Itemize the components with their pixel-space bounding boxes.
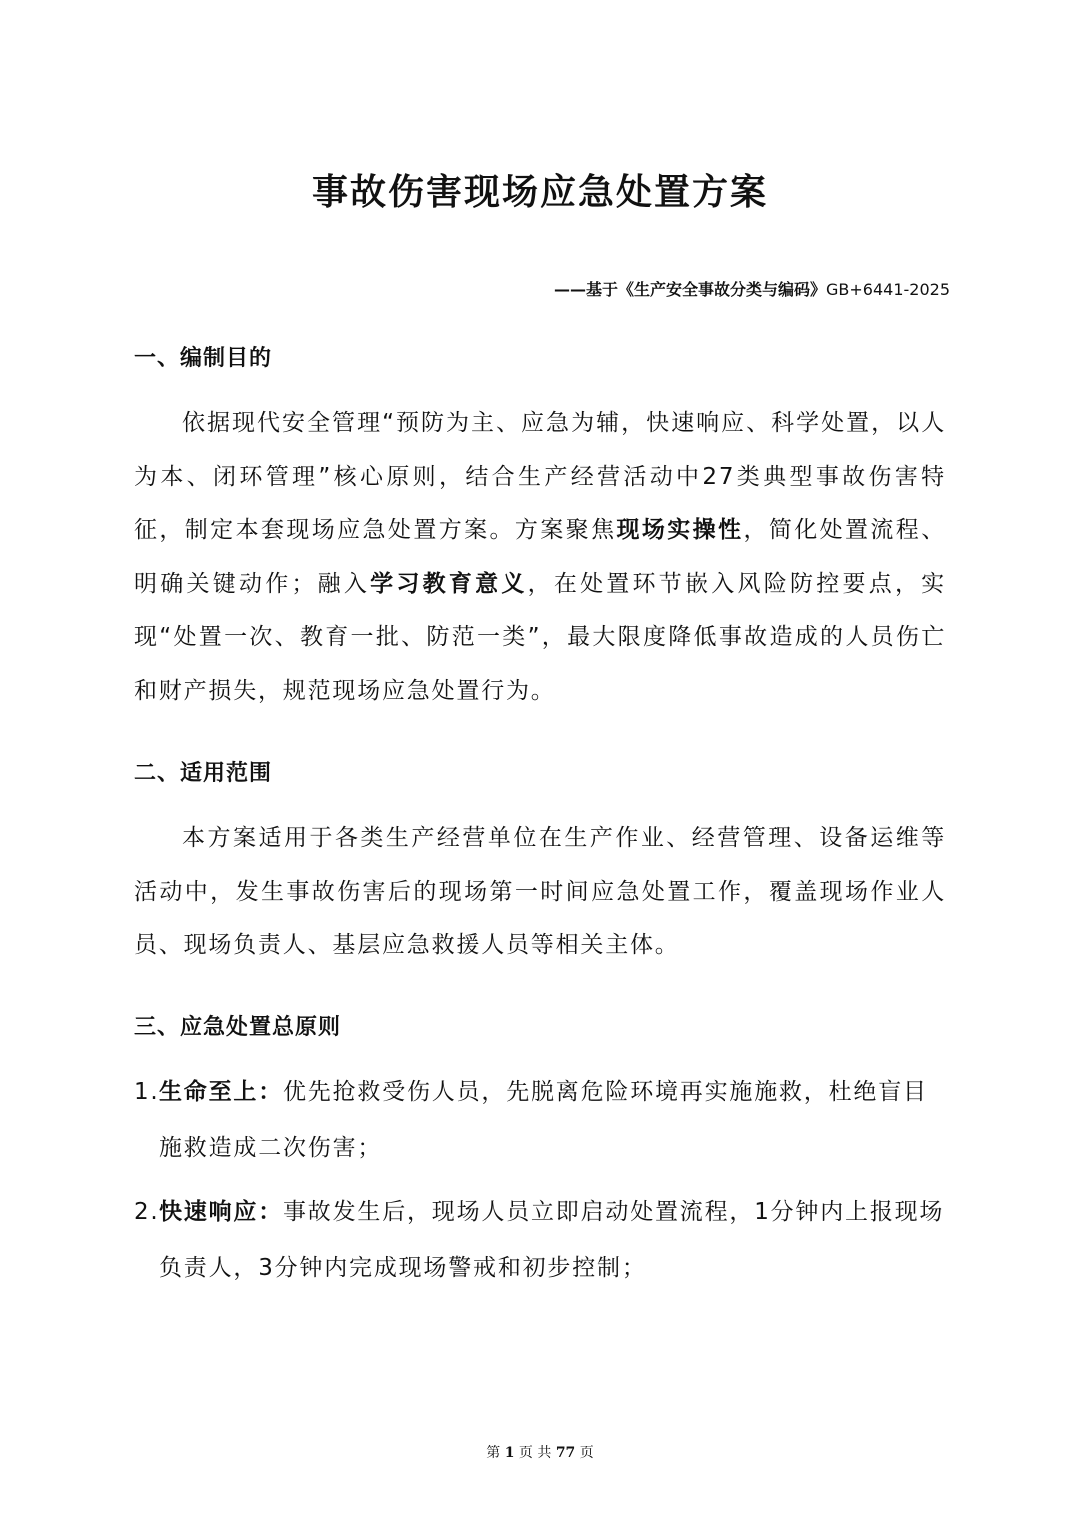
section-heading-principles: 三、应急处置总原则: [134, 1015, 342, 1040]
principle-item-lead: 生命至上：: [159, 1079, 283, 1105]
purpose-text-1: 依据现代安全管理“预防为主、应急为辅，快速响应、科学处置，以人为本、闭环管理”核心原则，结合生产经营活动中27类典型事故伤害特征，制定本套现场应急处置方案。方案聚焦: [134, 410, 946, 544]
footer-total-pages: 77: [555, 1445, 576, 1461]
purpose-emphasis-education: 学习教育意义: [370, 570, 528, 597]
section-heading-scope: 二、适用范围: [134, 761, 273, 786]
principle-item: [134, 1184, 946, 1296]
subtitle-standard-code: GB+6441-2025: [826, 280, 950, 299]
principle-item-text: 优先抢救受伤人员，先脱离危险环境再实施施救，杜绝盲目施救造成二次伤害；: [159, 1079, 928, 1161]
footer-prefix: 第: [486, 1445, 501, 1461]
purpose-emphasis-practical: 现场实操性: [616, 517, 744, 544]
document-title: 事故伤害现场应急处置方案: [311, 171, 768, 213]
principle-item-text: 事故发生后，现场人员立即启动处置流程，1分钟内上报现场负责人，3分钟内完成现场警戒和初步控制；: [159, 1199, 945, 1281]
section-scope-paragraph: 本方案适用于各类生产经营单位在生产作业、经营管理、设备运维等活动中，发生事故伤害后的现场第一时间应急处置工作，覆盖现场作业人员、现场负责人、基层应急救援人员等相关主体。: [134, 825, 946, 959]
principle-item-number: 2.: [134, 1199, 160, 1225]
purpose-text-3: ，在处置环节嵌入风险防控要点，实现“处置一次、教育一批、防范一类”，最大限度降低事故造成的人员伤亡和财产损失，规范现场应急处置行为。: [134, 570, 946, 704]
subtitle-standard-name: ——基于《生产安全事故分类与编码》: [553, 280, 826, 299]
section-heading-purpose: 一、编制目的: [134, 346, 273, 371]
principle-item-lead: 快速响应：: [159, 1199, 283, 1225]
principle-item-number: 1.: [134, 1079, 160, 1105]
document-subtitle: [554, 278, 950, 302]
footer-suffix: 页: [579, 1445, 594, 1461]
purpose-text-2: ，简化处置流程、明确关键动作；融入: [134, 517, 947, 597]
footer-middle: 页 共: [518, 1445, 552, 1461]
page-footer: [0, 1443, 1080, 1463]
footer-page-number: 1: [504, 1445, 515, 1461]
principle-item: [134, 1064, 946, 1176]
section-purpose-paragraph: [134, 397, 946, 719]
